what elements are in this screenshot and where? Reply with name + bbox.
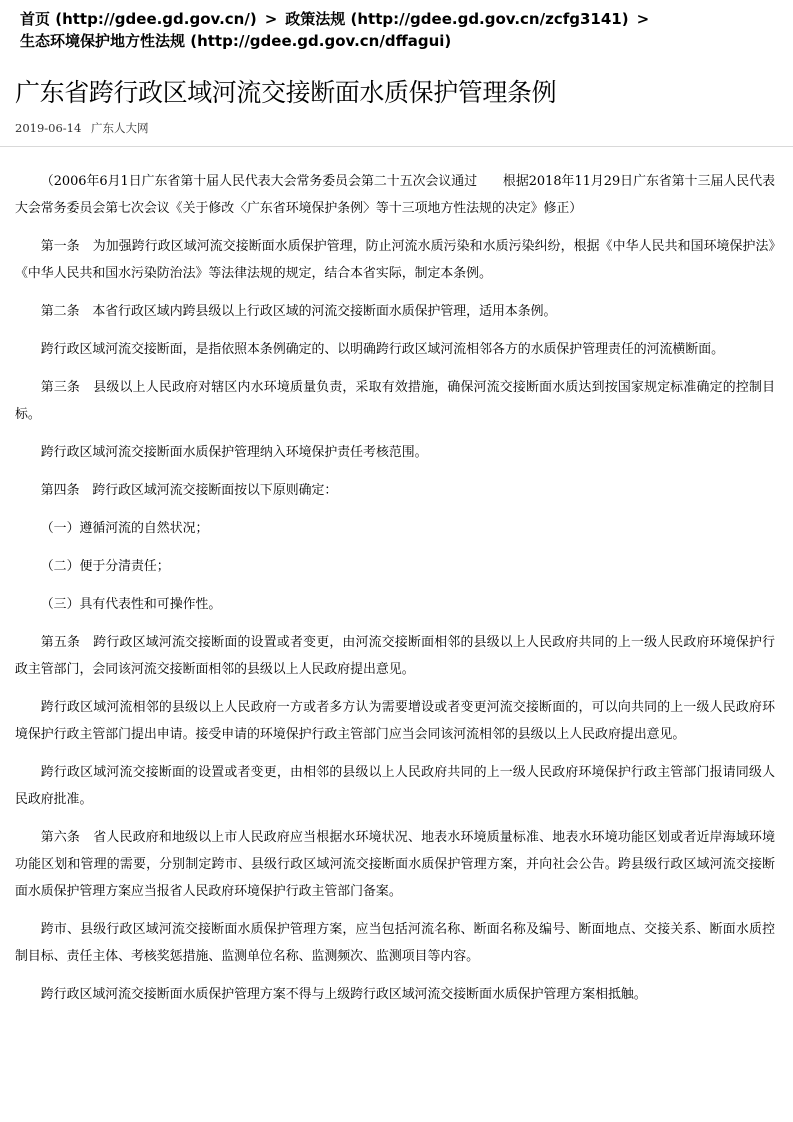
article-paragraph: 跨市、县级行政区域河流交接断面水质保护管理方案，应当包括河流名称、断面名称及编号、断面地点、交接关系、断面水质控制目标、责任主体、考核奖惩措施、监测单位名称、监测频次、监测项目等内容。 xyxy=(15,922,775,964)
article-paragraph: 第六条 省人民政府和地级以上市人民政府应当根据水环境状况、地表水环境质量标准、地表水环境功能区划或者近岸海域环境功能区划和管理的需要，分别制定跨市、县级行政区域河流交接断面水质保护管理方案，并向社会公告。跨县级行政区域河流交接断面水质保护管理方案应当报省人民政府环境保护行政主管部门备案。 xyxy=(15,830,775,899)
article-paragraph: 第四条 跨行政区域河流交接断面按以下原则确定： xyxy=(40,483,338,498)
divider xyxy=(0,146,793,147)
article-paragraph: 跨行政区域河流交接断面的设置或者变更，由相邻的县级以上人民政府共同的上一级人民政府环境保护行政主管部门报请同级人民政府批准。 xyxy=(15,765,775,807)
article-body xyxy=(15,168,775,1019)
publish-date: 2019-06-14 xyxy=(15,121,82,135)
article-paragraph: 跨行政区域河流交接断面水质保护管理方案不得与上级跨行政区域河流交接断面水质保护管理方案相抵触。 xyxy=(40,987,647,1002)
article-paragraph: （一）遵循河流的自然状况； xyxy=(40,521,209,536)
page-title: 广东省跨行政区域河流交接断面水质保护管理条例 xyxy=(15,78,557,107)
breadcrumb-separator: > xyxy=(636,10,650,28)
article-paragraph: 第二条 本省行政区域内跨县级以上行政区域的河流交接断面水质保护管理，适用本条例。 xyxy=(40,304,557,319)
article-paragraph: （2006年6月1日广东省第十届人民代表大会常务委员会第二十五次会议通过 根据2018年11月29日广东省第十三届人民代表大会常务委员会第七次会议《关于修改〈广东省环境保护条例〉等十三项地方性法规的决定》修正） xyxy=(15,174,775,216)
article-paragraph: 第三条 县级以上人民政府对辖区内水环境质量负责，采取有效措施，确保河流交接断面水质达到按国家规定标准确定的控制目标。 xyxy=(15,380,775,422)
article-paragraph: 跨行政区域河流交接断面水质保护管理纳入环境保护责任考核范围。 xyxy=(40,445,428,460)
article-meta xyxy=(15,120,154,136)
breadcrumb-separator: > xyxy=(264,10,278,28)
article-paragraph: 第一条 为加强跨行政区域河流交接断面水质保护管理，防止河流水质污染和水质污染纠纷，根据《中华人民共和国环境保护法》《中华人民共和国水污染防治法》等法律法规的规定，结合本省实际，制定本条例。 xyxy=(15,239,775,281)
breadcrumb-link-policy[interactable]: 政策法规 (http://gdee.gd.gov.cn/zcfg3141) xyxy=(285,10,629,28)
article-paragraph: 第五条 跨行政区域河流交接断面的设置或者变更，由河流交接断面相邻的县级以上人民政府共同的上一级人民政府环境保护行政主管部门，会同该河流交接断面相邻的县级以上人民政府提出意见。 xyxy=(15,635,775,677)
breadcrumb-link-local-regulations[interactable]: 生态环境保护地方性法规 (http://gdee.gd.gov.cn/dffagui) xyxy=(20,32,452,50)
article-source: 广东人大网 xyxy=(90,121,149,135)
article-paragraph: 跨行政区域河流相邻的县级以上人民政府一方或者多方认为需要增设或者变更河流交接断面的，可以向共同的上一级人民政府环境保护行政主管部门提出申请。接受申请的环境保护行政主管部门应当会同该河流相邻的县级以上人民政府提出意见。 xyxy=(15,700,775,742)
breadcrumb-link-home[interactable]: 首页 (http://gdee.gd.gov.cn/) xyxy=(20,10,257,28)
article-paragraph: （二）便于分清责任； xyxy=(40,559,170,574)
breadcrumb xyxy=(20,8,780,52)
article-paragraph: 跨行政区域河流交接断面，是指依照本条例确定的、以明确跨行政区域河流相邻各方的水质保护管理责任的河流横断面。 xyxy=(40,342,724,357)
article-paragraph: （三）具有代表性和可操作性。 xyxy=(40,597,222,612)
